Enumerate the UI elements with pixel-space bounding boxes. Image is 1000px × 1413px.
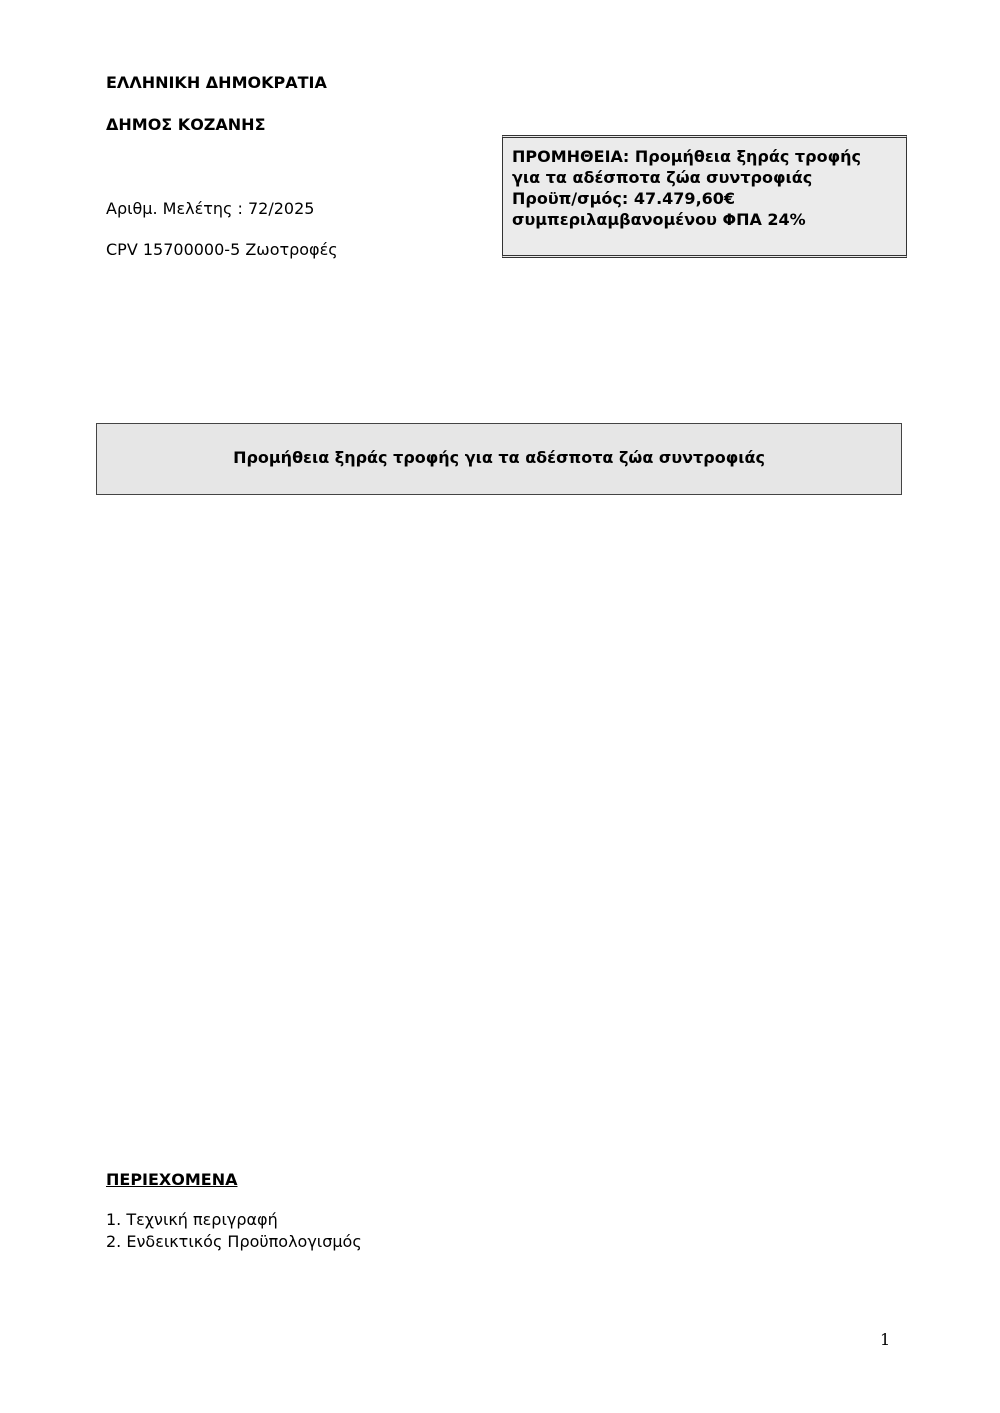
cpv-code: CPV 15700000-5 Ζωοτροφές bbox=[106, 240, 338, 259]
document-title-box bbox=[96, 423, 902, 495]
country-heading: ΕΛΛΗΝΙΚΗ ΔΗΜΟΚΡΑΤΙΑ bbox=[106, 73, 327, 92]
page-number: 1 bbox=[880, 1330, 891, 1349]
contents-item: 2. Ενδεικτικός Προϋπολογισμός bbox=[106, 1232, 362, 1251]
study-number: Αριθμ. Μελέτης : 72/2025 bbox=[106, 199, 315, 218]
contents-heading: ΠΕΡΙΕΧΟΜΕΝΑ bbox=[106, 1170, 238, 1189]
procurement-line-3: Προϋπ/σμός: 47.479,60€ bbox=[512, 189, 736, 208]
document-title: Προμήθεια ξηράς τροφής για τα αδέσποτα ζώα συντροφιάς bbox=[233, 447, 765, 467]
procurement-info-box bbox=[502, 135, 907, 258]
procurement-line-1: ΠΡΟΜΗΘΕΙΑ: Προμήθεια ξηράς τροφής bbox=[512, 147, 861, 166]
contents-item: 1. Τεχνική περιγραφή bbox=[106, 1210, 278, 1229]
procurement-line-4: συμπεριλαμβανομένου ΦΠΑ 24% bbox=[512, 210, 806, 229]
procurement-line-2: για τα αδέσποτα ζώα συντροφιάς bbox=[512, 168, 813, 187]
municipality-heading: ΔΗΜΟΣ ΚΟΖΑΝΗΣ bbox=[106, 115, 266, 134]
